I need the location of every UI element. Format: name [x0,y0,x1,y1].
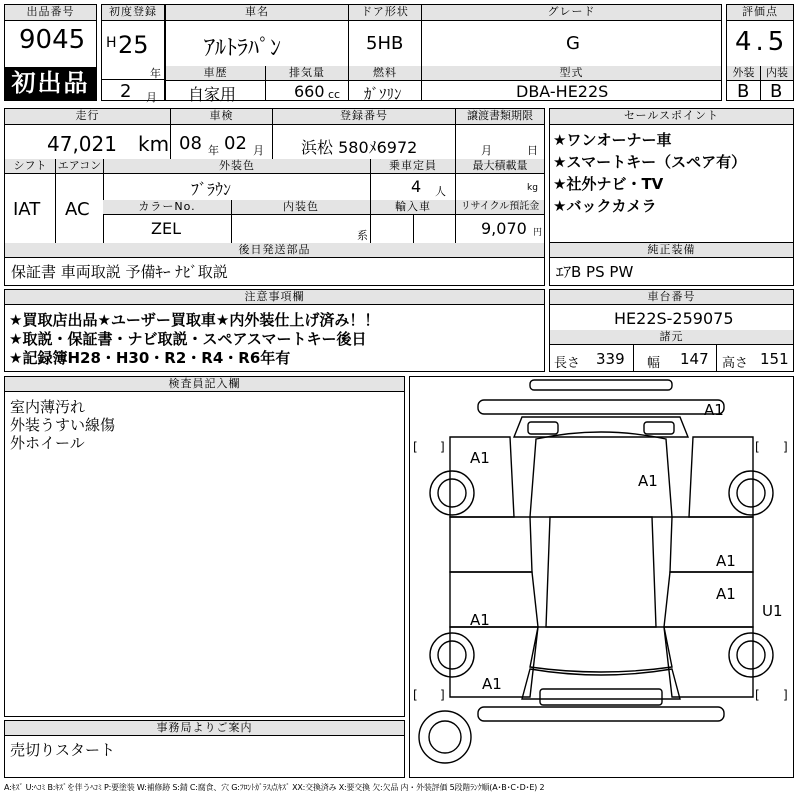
vehicle-detail-box [4,108,545,286]
color-value: ﾌﾞﾗｳﾝ [191,180,232,199]
inspector-label: 検査員記入欄 [5,377,404,392]
sales-point-3: ★社外ナビ・TV [553,175,664,193]
damage-mark: A1 [704,401,724,419]
exterior-score: B [737,81,750,102]
dims-label: 諸元 [550,330,793,345]
equipment-value: ｴｱB PS PW [556,263,634,281]
damage-mark: A1 [716,585,736,603]
first-reg-box [101,4,165,104]
inspection-year-unit: 年 [208,144,219,157]
fuel-label: 燃料 [348,66,421,81]
chassis-label: 車台番号 [550,290,793,305]
interior-label: 内装 [760,66,793,81]
svg-text:]: ] [783,688,788,702]
inspector-line-2: 外装うすい線傷 [10,416,116,434]
first-reg-year-unit: 年 [150,67,161,80]
color-label: 外装色 [103,159,370,174]
width-label: 幅 [647,356,661,371]
notes-line-3: ★記録簿H28・H30・R2・R4・R6年有 [9,349,291,367]
color-no-label: カラーNo. [103,200,231,215]
capacity-label: 乗車定員 [370,159,455,174]
lot-label: 出品番号 [5,5,96,21]
notes-box [4,289,545,372]
sales-points-label: セールスポイント [550,109,793,125]
first-reg-era: H [106,35,117,51]
later-parts-label: 後日発送部品 [5,243,544,258]
mileage-unit: km [138,132,170,156]
car-name-label: 車名 [166,5,348,21]
damage-mark: A1 [470,449,490,467]
displacement-value: 660 [294,82,325,101]
displacement-label: 排気量 [265,66,348,81]
damage-mark: A1 [716,552,736,570]
damage-mark: U1 [762,602,783,620]
aircon-value: AC [65,199,90,220]
notes-line-1: ★買取店出品★ユーザー買取車★内外装仕上げ済み！！ [9,311,380,329]
svg-text:]: ] [440,440,445,454]
inspector-line-3: 外ホイール [10,434,85,452]
inspection-month: 02 [224,133,247,154]
damage-diagram-box [409,376,794,778]
length-value: 339 [596,350,625,368]
car-info-box [165,4,722,104]
damage-legend: A:ｷｽﾞ U:ﾍｺﾐ B:ｷｽﾞを伴うﾍｺﾐ P:要塗装 W:補修跡 S:錆 C:腐食、穴 G:ﾌﾛﾝﾄｶﾞﾗｽ点ｷｽﾞ XX:交換済み X:要交換 欠:欠品 内・外装評価 5段階ﾗﾝｸ順(A･B･C･D･E) 2 [4,783,545,792]
height-label: 高さ [722,356,749,371]
chassis-value: HE22S-259075 [614,309,734,328]
grade-value: G [566,33,580,54]
interior-color-unit: 系 [357,229,368,242]
equipment-box [549,242,794,286]
svg-text:[: [ [413,440,418,454]
capacity-value: 4 [411,177,422,196]
notes-line-2: ★取説・保証書・ナビ取説・スペアスマートキー後日 [9,330,367,348]
svg-text:]: ] [783,440,788,454]
damage-mark: A1 [638,472,658,490]
damage-mark: A1 [482,675,502,693]
damage-mark: A1 [470,611,490,629]
height-value: 151 [760,350,789,368]
max-load-label: 最大積載量 [455,159,544,174]
mileage-label: 走行 [5,109,170,125]
length-label: 長さ [554,356,581,371]
transfer-day-unit: 日 [527,144,538,157]
office-box [4,720,405,778]
first-reg-label: 初度登録 [102,5,164,21]
office-value: 売切りスタート [10,741,116,759]
first-reg-month-unit: 月 [146,91,157,104]
office-label: 事務局よりご案内 [5,721,404,736]
lot-box [4,4,97,101]
color-no-value: ZEL [151,219,181,238]
door-value: 5HB [366,33,404,54]
svg-text:]: ] [440,688,445,702]
svg-text:[: [ [755,440,760,454]
sales-point-2: ★スマートキー（スペア有） [553,153,747,171]
notes-label: 注意事項欄 [5,290,544,305]
inspector-line-1: 室内薄汚れ [10,398,86,416]
capacity-unit: 人 [435,185,446,198]
exterior-label: 外装 [727,66,760,81]
later-parts-value: 保証書 車両取説 予備ｷｰ ﾅﾋﾞ取説 [11,263,228,281]
score-value: 4.5 [735,27,789,57]
inspector-box [4,376,405,717]
sales-points-box [549,108,794,244]
fuel-value: ｶﾞｿﾘﾝ [364,85,402,103]
shift-value: IAT [13,199,41,220]
svg-text:[: [ [755,688,760,702]
recycle-value: 9,070 [481,219,527,238]
model-value: DBA-HE22S [516,82,609,101]
recycle-label: リサイクル預託金 [455,200,544,215]
score-label: 評価点 [727,5,793,21]
chassis-box [549,289,794,372]
recycle-unit: 円 [533,228,543,238]
svg-text:[: [ [413,688,418,702]
sales-point-1: ★ワンオーナー車 [553,131,672,149]
inspection-month-unit: 月 [253,144,264,157]
transfer-label: 譲渡書類期限 [455,109,544,125]
equipment-label: 純正装備 [550,243,793,258]
interior-color-label: 内装色 [231,200,370,215]
car-name-value: ｱﾙﾄﾗﾊﾟﾝ [204,36,282,61]
score-box [726,4,794,101]
first-listing-badge: 初出品 [5,67,96,100]
shift-label: シフト [5,159,55,174]
transfer-month-unit: 月 [481,144,492,157]
displacement-unit: cc [328,88,341,101]
first-reg-month: 2 [120,81,132,102]
plate-value: 浜松 580ﾒ6972 [301,138,418,157]
first-reg-year: 25 [118,31,149,59]
model-label: 型式 [421,66,721,81]
width-value: 147 [680,350,709,368]
door-label: ドア形状 [348,5,421,21]
history-label: 車歴 [166,66,265,81]
sales-point-4: ★バックカメラ [553,197,657,215]
car-diagram [410,377,793,777]
max-load-unit: kg [527,183,538,193]
inspection-year: 08 [179,133,202,154]
history-value: 自家用 [188,85,237,104]
plate-label: 登録番号 [272,109,455,125]
mileage-value: 47,021 [47,132,117,156]
grade-label: グレード [421,5,721,21]
interior-score: B [770,81,783,102]
import-label: 輸入車 [370,200,455,215]
aircon-label: エアコン [55,159,103,174]
inspection-label: 車検 [170,109,272,125]
lot-number: 9045 [19,25,86,55]
